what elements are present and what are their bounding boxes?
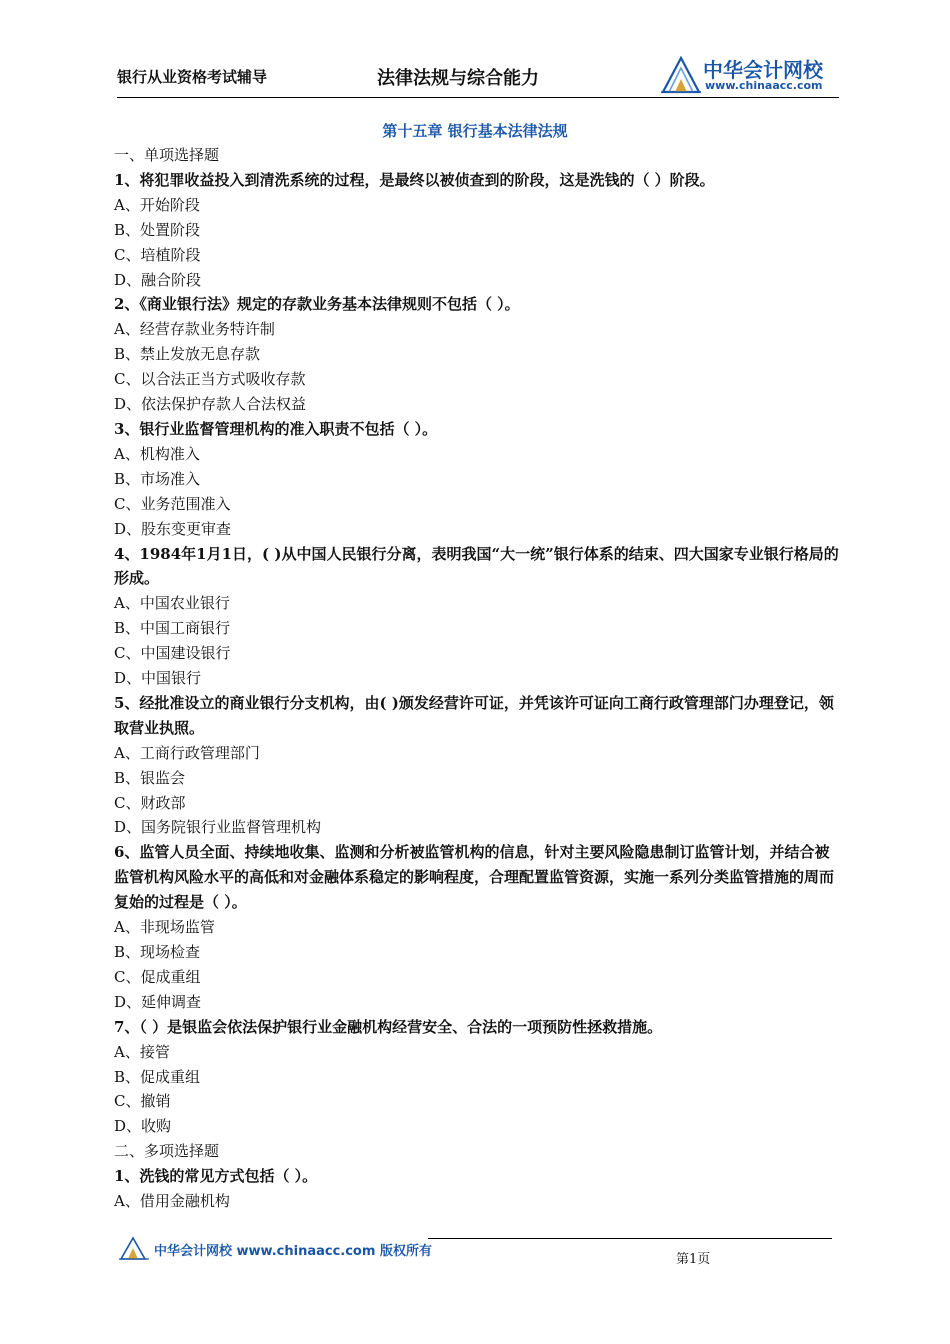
answer-option: C、中国建设银行 <box>114 644 231 663</box>
logo-url: www.chinaacc.com <box>705 79 823 92</box>
answer-option: C、业务范围准入 <box>114 494 231 513</box>
answer-option: B、中国工商银行 <box>114 619 231 638</box>
answer-option: C、促成重组 <box>114 967 201 986</box>
answer-option: B、禁止发放无息存款 <box>114 345 261 364</box>
answer-option: A、借用金融机构 <box>114 1192 230 1211</box>
question-text: 3、银行业监督管理机构的准入职责不包括（ ）。 <box>114 419 438 438</box>
answer-option: A、中国农业银行 <box>114 594 230 613</box>
question-text: 5、经批准设立的商业银行分支机构，由( )颁发经营许可证，并凭该许可证向工商行政管理部门办理登记，领取营业执照。 <box>114 693 834 737</box>
answer-option: A、非现场监管 <box>114 918 215 937</box>
section-heading: 二、多项选择题 <box>114 1142 220 1161</box>
header-course-label: 银行从业资格考试辅导 <box>117 68 268 86</box>
header-divider <box>117 97 839 98</box>
answer-option: D、融合阶段 <box>114 270 202 289</box>
footer-logo-icon <box>118 1235 152 1261</box>
answer-option: B、现场检查 <box>114 943 201 961</box>
question-text: 4、1984年1月1日，( )从中国人民银行分离，表明我国“大一统”银行体系的结束、四大国家专业银行格局的形成。 <box>114 544 839 588</box>
page-header <box>117 52 839 96</box>
answer-option: B、促成重组 <box>114 1067 201 1086</box>
answer-option: C、撤销 <box>114 1092 171 1111</box>
answer-option: D、股东变更审查 <box>114 519 232 538</box>
answer-option: C、培植阶段 <box>114 245 201 264</box>
answer-option: D、中国银行 <box>114 669 202 688</box>
answer-option: D、国务院银行业监督管理机构 <box>114 818 322 837</box>
answer-option: A、开始阶段 <box>114 195 200 214</box>
answer-option: A、工商行政管理部门 <box>114 743 260 762</box>
section-heading: 一、单项选择题 <box>114 146 220 164</box>
question-text: 2、《商业银行法》规定的存款业务基本法律规则不包括（ ）。 <box>114 295 520 314</box>
question-list <box>114 143 840 1214</box>
answer-option: A、机构准入 <box>114 444 200 463</box>
question-text: 1、洗钱的常见方式包括（ ）。 <box>114 1167 318 1186</box>
page-footer <box>118 1235 834 1265</box>
question-text: 6、监管人员全面、持续地收集、监测和分析被监管机构的信息，针对主要风险隐患制订监管计划，并结合被监管机构风险水平的高低和对金融体系稳定的影响程度，合理配置监管资源，实施一系列分类监管措施的周而复始的过程是（ ）。 <box>114 843 835 912</box>
footer-copyright: 中华会计网校 www.chinaacc.com 版权所有 <box>154 1244 432 1259</box>
page-number: 第1页 <box>676 1252 711 1267</box>
chapter-title: 第十五章 银行基本法律法规 <box>382 122 568 140</box>
chinaacc-logo[interactable] <box>659 52 839 96</box>
logo-brand-name: 中华会计网校 <box>703 58 823 82</box>
answer-option: A、经营存款业务特许制 <box>114 320 275 339</box>
question-text: 7、（ ）是银监会依法保护银行业金融机构经营安全、合法的一项预防性拯救措施。 <box>114 1017 663 1036</box>
answer-option: B、市场准入 <box>114 469 201 488</box>
answer-option: D、依法保护存款人合法权益 <box>114 395 307 414</box>
answer-option: C、财政部 <box>114 793 186 812</box>
answer-option: D、延伸调查 <box>114 992 202 1011</box>
answer-option: B、处置阶段 <box>114 220 201 239</box>
triangle-logo-icon <box>659 52 703 96</box>
answer-option: A、接管 <box>114 1042 170 1061</box>
question-text: 1、将犯罪收益投入到清洗系统的过程，是最终以被侦查到的阶段，这是洗钱的（ ）阶段。 <box>114 170 715 189</box>
footer-divider <box>428 1238 832 1239</box>
header-subject-title: 法律法规与综合能力 <box>377 68 539 89</box>
answer-option: B、银监会 <box>114 768 186 787</box>
answer-option: C、以合法正当方式吸收存款 <box>114 370 306 389</box>
answer-option: D、收购 <box>114 1117 172 1136</box>
